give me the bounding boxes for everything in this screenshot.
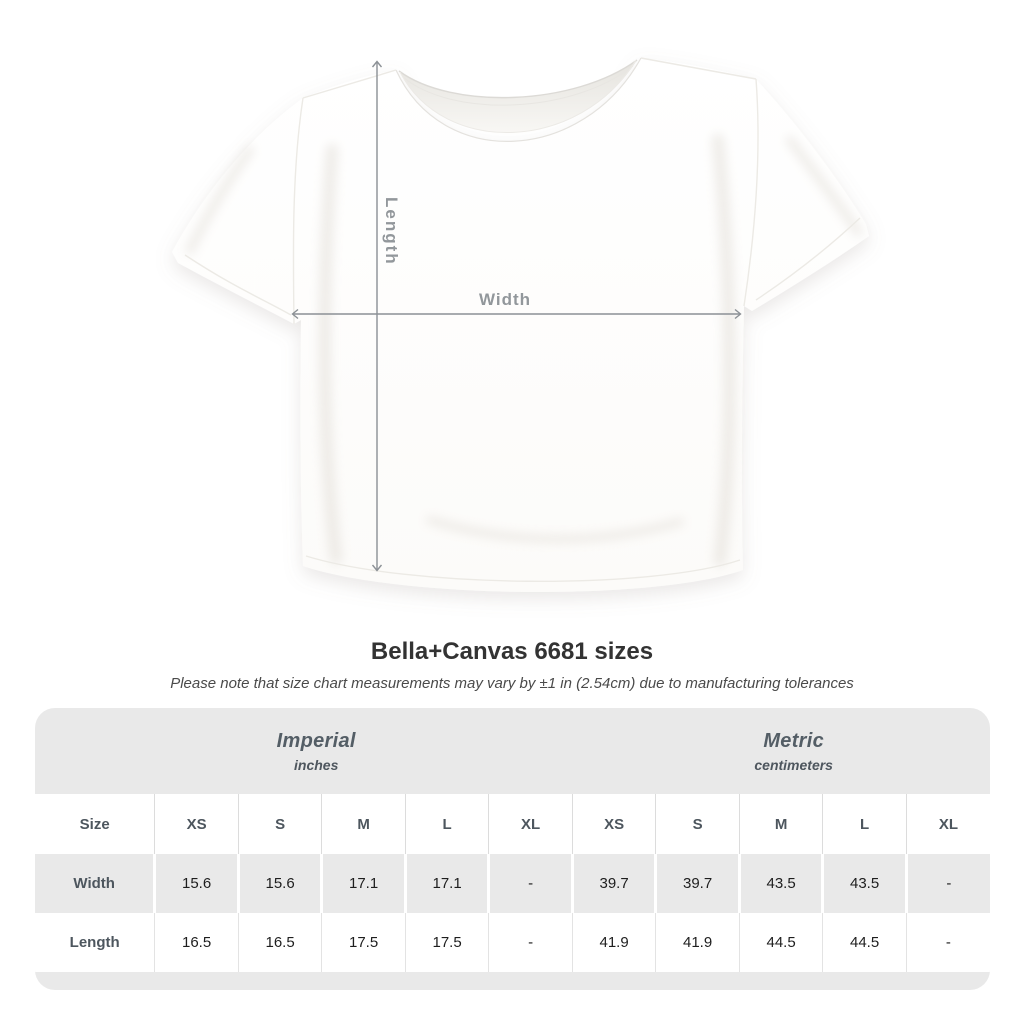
value-cell: - xyxy=(906,913,990,972)
imperial-label: Imperial xyxy=(276,729,356,752)
metric-header xyxy=(572,708,990,794)
value-cell: 41.9 xyxy=(656,913,740,972)
size-header-cell: S xyxy=(656,794,740,854)
size-chart-card xyxy=(35,708,990,990)
value-cell: 44.5 xyxy=(823,913,907,972)
tolerance-note: Please note that size chart measurements may vary by ±1 in (2.54cm) due to manufacturing tolerances xyxy=(170,675,854,692)
value-cell: 43.5 xyxy=(739,854,823,913)
value-cell: 43.5 xyxy=(823,854,907,913)
size-chart-table xyxy=(35,708,990,972)
value-cell: - xyxy=(489,854,573,913)
size-header-cell: M xyxy=(739,794,823,854)
size-header-cell: XL xyxy=(906,794,990,854)
value-cell: 17.5 xyxy=(322,913,406,972)
size-header-cell: XL xyxy=(489,794,573,854)
unit-header-row xyxy=(35,708,990,794)
page-title: Bella+Canvas 6681 sizes xyxy=(370,638,654,665)
metric-sublabel: centimeters xyxy=(754,756,833,773)
size-header-cell: L xyxy=(405,794,489,854)
size-header-cell: XS xyxy=(155,794,239,854)
size-header-cell: XS xyxy=(572,794,656,854)
value-cell: 16.5 xyxy=(155,913,239,972)
length-dimension-label: Length xyxy=(382,197,401,266)
width-row xyxy=(35,854,990,913)
size-header-cell: L xyxy=(823,794,907,854)
value-cell: - xyxy=(489,913,573,972)
value-cell: 17.5 xyxy=(405,913,489,972)
value-cell: 41.9 xyxy=(572,913,656,972)
value-cell: 17.1 xyxy=(405,854,489,913)
imperial-header xyxy=(35,708,572,794)
value-cell: 16.5 xyxy=(238,913,322,972)
row-label-cell: Width xyxy=(35,854,155,913)
value-cell: 39.7 xyxy=(656,854,740,913)
value-cell: - xyxy=(906,854,990,913)
value-cell: 17.1 xyxy=(322,854,406,913)
imperial-sublabel: inches xyxy=(294,756,339,773)
size-header-cell: M xyxy=(322,794,406,854)
row-label-cell: Length xyxy=(35,913,155,972)
size-column-header: Size xyxy=(35,794,155,854)
value-cell: 15.6 xyxy=(155,854,239,913)
metric-label: Metric xyxy=(763,729,825,752)
value-cell: 15.6 xyxy=(238,854,322,913)
width-dimension-label: Width xyxy=(478,290,532,309)
length-row xyxy=(35,913,990,972)
size-header-row xyxy=(35,794,990,854)
tshirt-body xyxy=(172,58,869,592)
value-cell: 39.7 xyxy=(572,854,656,913)
size-header-cell: S xyxy=(238,794,322,854)
value-cell: 44.5 xyxy=(739,913,823,972)
